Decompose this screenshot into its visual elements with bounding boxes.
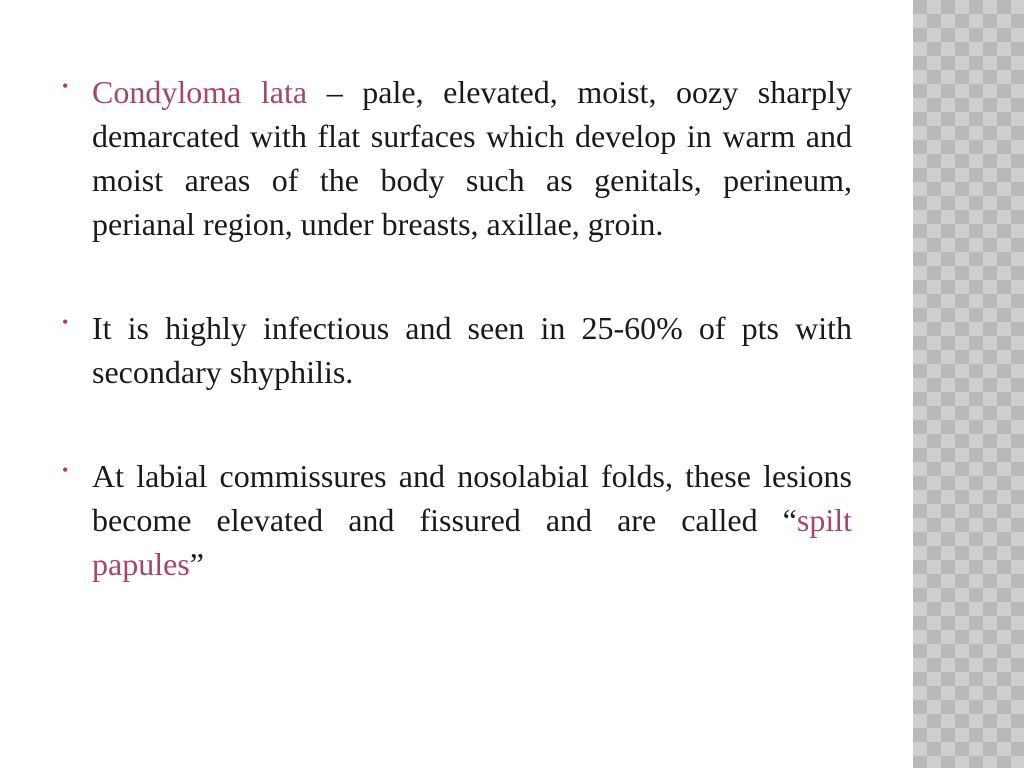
bullet-text: It is highly infectious and seen in 25-60% of pts with secondary shyphilis. [92, 310, 852, 390]
decorative-side-band [913, 0, 1024, 768]
bullet-text-after: ” [189, 546, 204, 582]
bullet-item-condyloma-lata [62, 70, 852, 246]
bullet-text: – pale, elevated, moist, oozy sharply demarcated with flat surfaces which develop in warm and moist areas of the body such as genitals, perineum, perianal region, under breasts, axillae, groin. [92, 74, 853, 242]
bullet-list [62, 70, 852, 586]
highlighted-term: spilt papules [92, 502, 852, 582]
bullet-dot-icon: • [62, 76, 69, 96]
bullet-dot-icon: • [62, 460, 69, 480]
bullet-text-before: At labial commissures and nosolabial folds, these lesions become elevated and fissured and are called “ [92, 458, 852, 538]
bullet-item-split-papules [62, 454, 852, 586]
bullet-item-infectious [62, 306, 852, 394]
bullet-dot-icon: • [62, 312, 69, 332]
highlighted-term: Condyloma lata [92, 74, 308, 110]
